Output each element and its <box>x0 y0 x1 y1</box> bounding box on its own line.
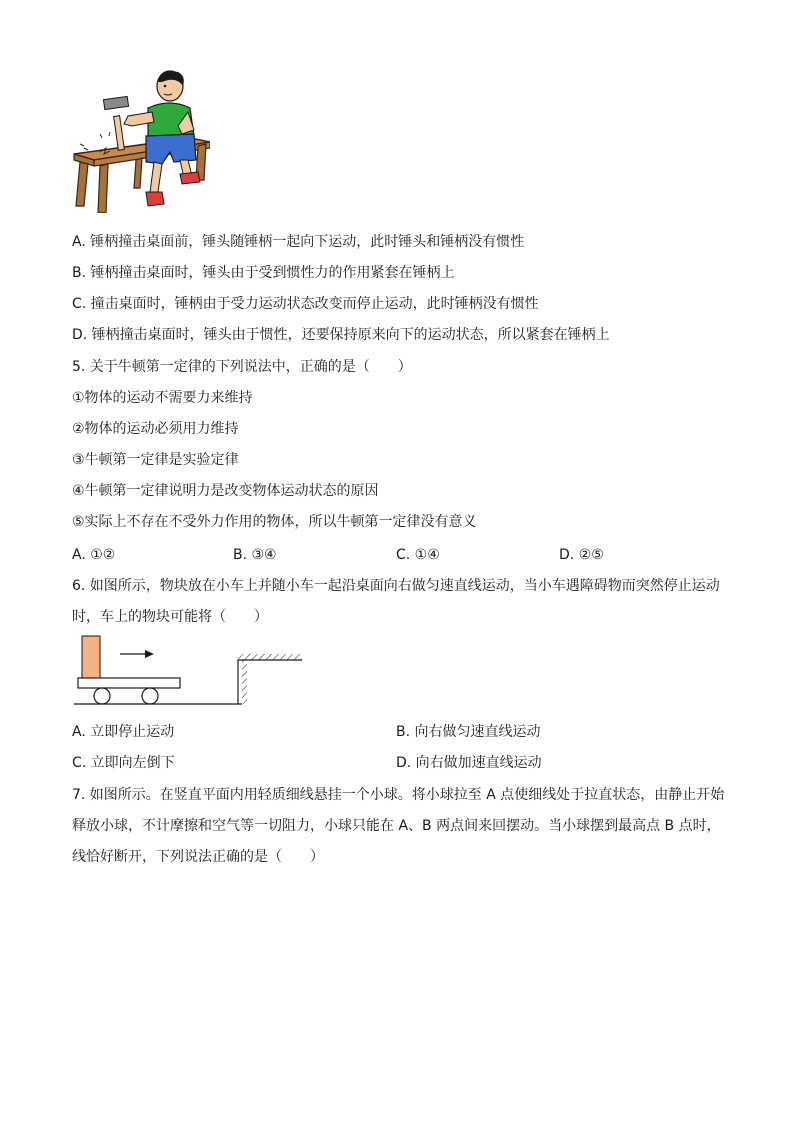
q4-option-d: D. 锤柄撞击桌面时，锤头由于惯性，还要保持原来向下的运动状态，所以紧套在锤柄上 <box>72 327 610 343</box>
q5-statement-5: ⑤实际上不存在不受外力作用的物体，所以牛顿第一定律没有意义 <box>72 514 477 530</box>
q6-stem-line2: 时，车上的物块可能将（ ） <box>72 609 268 625</box>
q4-hammer-illustration <box>70 68 210 213</box>
q6-stem-line1: 6. 如图所示，物块放在小车上并随小车一起沿桌面向右做匀速直线运动，当小车遇障碍物而突然停止运动 <box>72 578 720 594</box>
q5-option-d: D. ②⑤ <box>559 547 604 563</box>
q4-option-c: C. 撞击桌面时，锤柄由于受力运动状态改变而停止运动，此时锤柄没有惯性 <box>72 296 539 312</box>
q5-stem: 5. 关于牛顿第一定律的下列说法中，正确的是（ ） <box>72 359 412 375</box>
q5-statement-3: ③牛顿第一定律是实验定律 <box>72 452 239 468</box>
q5-statement-1: ①物体的运动不需要力来维持 <box>72 390 253 406</box>
q7-line2: 释放小球，不计摩擦和空气等一切阻力，小球只能在 A、B 两点间来回摆动。当小球摆到最高点 B 点时， <box>72 818 721 834</box>
q5-option-a: A. ①② <box>72 547 116 563</box>
q6-cart-diagram <box>74 632 306 712</box>
q7-line3: 线恰好断开，下列说法正确的是（ ） <box>72 849 324 865</box>
q6-option-b: B. 向右做匀速直线运动 <box>396 724 541 740</box>
q6-option-d: D. 向右做加速直线运动 <box>396 755 542 771</box>
q6-option-a: A. 立即停止运动 <box>72 724 175 740</box>
q5-statement-2: ②物体的运动必须用力维持 <box>72 421 239 437</box>
q6-option-c: C. 立即向左倒下 <box>72 755 175 771</box>
q7-line1: 7. 如图所示。在竖直平面内用轻质细线悬挂一个小球。将小球拉至 A 点使细线处于拉直状态，由静止开始 <box>72 787 725 803</box>
q5-option-c: C. ①④ <box>396 547 440 563</box>
q4-option-a: A. 锤柄撞击桌面前，锤头随锤柄一起向下运动，此时锤头和锤柄没有惯性 <box>72 234 525 250</box>
q5-option-b: B. ③④ <box>233 547 277 563</box>
q5-statement-4: ④牛顿第一定律说明力是改变物体运动状态的原因 <box>72 483 379 499</box>
q4-option-b: B. 锤柄撞击桌面时，锤头由于受到惯性力的作用紧套在锤柄上 <box>72 265 455 281</box>
